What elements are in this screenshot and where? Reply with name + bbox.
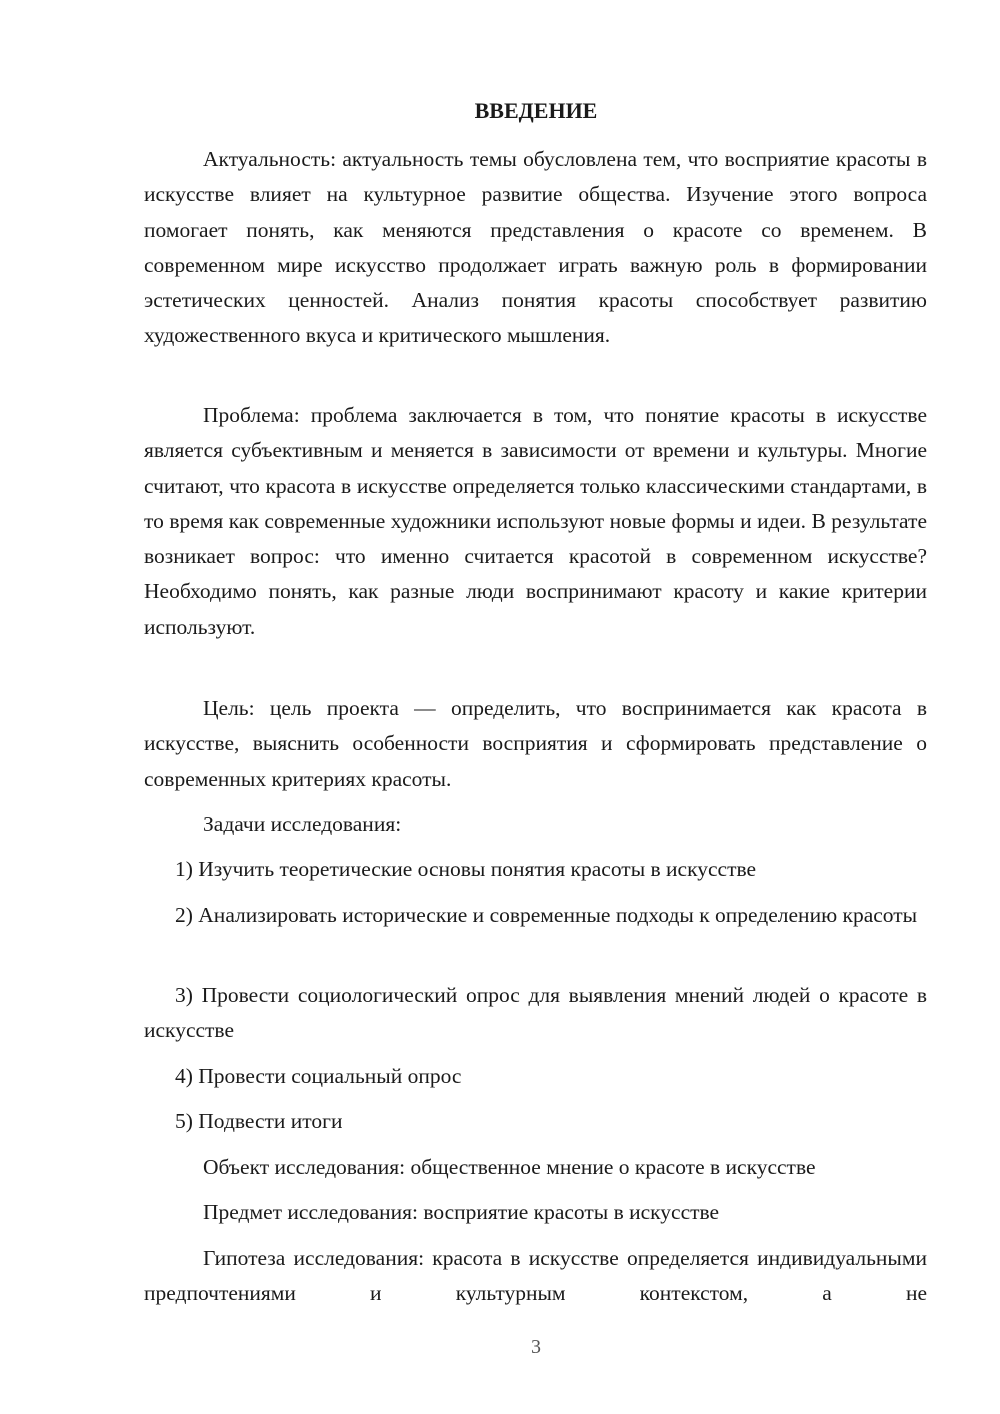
relevance-paragraph: Актуальность: актуальность темы обусловлена тем, что восприятие красоты в искусстве влияет на культурное развитие общества. Изучение этого вопроса помогает понять, как меняются представления о красоте со временем. В современном мире искусство продолжает играть важную роль в формировании эстетических ценностей. Анализ понятия красоты способствует развитию художественного вкуса и критического мышления. (144, 147, 927, 348)
task-item-5: 5) Подвести итоги (175, 1109, 343, 1133)
task-item-4: 4) Провести социальный опрос (175, 1064, 462, 1088)
object-paragraph: Объект исследования: общественное мнение о красоте в искусстве (203, 1155, 816, 1179)
subject-paragraph: Предмет исследования: восприятие красоты в искусстве (203, 1200, 720, 1224)
page-number: 3 (531, 1336, 541, 1358)
problem-paragraph: Проблема: проблема заключается в том, что понятие красоты в искусстве является субъективным и меняется в зависимости от времени и культуры. Многие считают, что красота в искусстве определяется только классическими стандартами, в то время как современные художники используют новые формы и идеи. В результате возникает вопрос: что именно считается красотой в современном искусстве? Необходимо понять, как разные люди воспринимают красоту и какие критерии используют. (144, 403, 927, 639)
goal-paragraph: Цель: цель проекта — определить, что воспринимается как красота в искусстве, выяснить особенности восприятия и сформировать представление о современных критериях красоты. (144, 696, 927, 791)
page-title: ВВЕДЕНИЕ (474, 98, 598, 123)
hypothesis-paragraph: Гипотеза исследования: красота в искусстве определяется индивидуальными предпочтениями и культурным контекстом, а не (144, 1246, 927, 1306)
task-item-2: 2) Анализировать исторические и современные подходы к определению красоты (175, 903, 918, 927)
task-item-3: 3) Провести социологический опрос для выявления мнений людей о красоте в искусстве (144, 983, 927, 1043)
tasks-heading: Задачи исследования: (203, 812, 402, 836)
task-item-1: 1) Изучить теоретические основы понятия красоты в искусстве (175, 857, 757, 881)
